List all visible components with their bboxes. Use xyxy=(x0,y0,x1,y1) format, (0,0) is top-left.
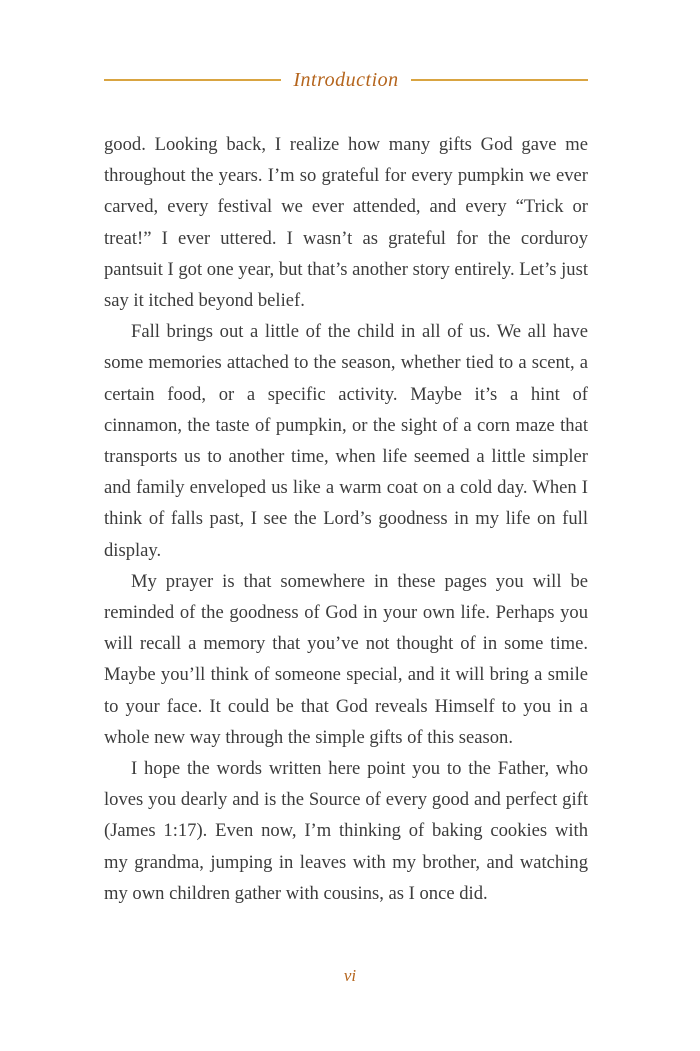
chapter-title: Introduction xyxy=(293,68,399,91)
header-rule-right xyxy=(411,79,588,81)
body-text xyxy=(104,129,588,909)
paragraph-2: Fall brings out a little of the child in all of us. We all have some memories attached to the season, whether tied to a scent, a certain food, or a specific activity. Maybe it’s a hint of cinnamon, the taste of pumpkin, or the sight of a corn maze that transports us to another time, when life seemed a little simpler and family enveloped us like a warm coat on a cold day. When I think of falls past, I see the Lord’s goodness in my life on full display. xyxy=(104,321,588,561)
paragraph-4: I hope the words written here point you to the Father, who loves you dearly and is the Source of every good and perfect gift (James 1:17). Even now, I’m thinking of baking cookies with my grandma, jumping in leaves with my brother, and watching my own children gather with cousins, as I once did. xyxy=(104,758,588,904)
page-number: vi xyxy=(343,966,357,985)
running-header xyxy=(104,60,588,100)
header-rule-left xyxy=(104,79,281,81)
paragraph-1: good. Looking back, I realize how many gifts God gave me throughout the years. I’m so grateful for every pumpkin we ever carved, every festival we ever attended, and every “Trick or treat!” I ever uttered. I wasn’t as grateful for the corduroy pantsuit I got one year, but that’s another story entirely. Let’s just say it itched beyond belief. xyxy=(104,134,588,312)
paragraph-3: My prayer is that somewhere in these pages you will be reminded of the goodness of God in your own life. Perhaps you will recall a memory that you’ve not thought of in some time. Maybe you’ll think of someone special, and it will bring a smile to your face. It could be that God reveals Himself to you in a whole new way through the simple gifts of this season. xyxy=(104,570,588,748)
